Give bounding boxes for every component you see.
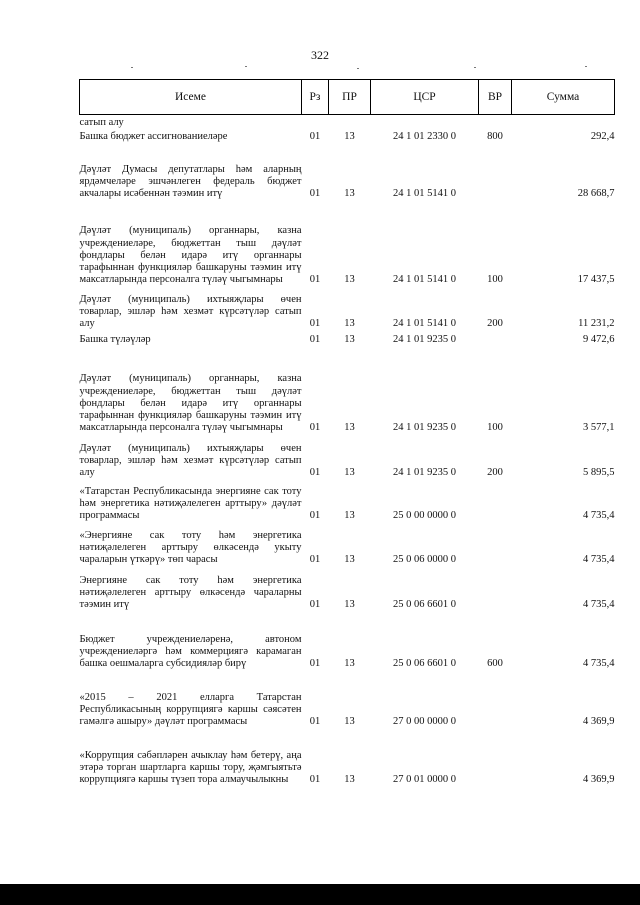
table-row xyxy=(80,523,615,567)
row-name: «Коррупция сәбәпләрен ачыклау һәм бетерү, аңа этәрә торган шартларга каршы тору, җәмгыятьтә коррупциягә каршы түзеп тора алмаучылыкны xyxy=(79,749,302,786)
row-vr xyxy=(479,567,512,612)
row-vr xyxy=(479,480,512,523)
row-sum: 9 472,6 xyxy=(583,334,615,346)
row-vr xyxy=(479,144,512,201)
scan-dot xyxy=(474,67,476,68)
header-csr: ЦСР xyxy=(371,80,479,115)
row-pr xyxy=(329,115,371,130)
table-header-row xyxy=(80,80,615,115)
row-name: Энергияне сак тоту һәм энергетика нәтиҗәлелеген арттыру өлкәсендә чараларны тәэмин итү xyxy=(79,574,302,611)
row-pr: 13 xyxy=(344,510,355,522)
row-csr: 27 0 00 0000 0 xyxy=(393,716,456,728)
row-pr: 13 xyxy=(344,422,355,434)
row-name: Дәүләт (муниципаль) органнары, казна учреждениеләре, бюджеттан тыш дәүләт фондлары белән идарә итү органнары тарафыннан функцияләр башкаруны тәэмин итү максатларында персоналга түләү чыгымнары xyxy=(79,373,302,434)
row-pr: 13 xyxy=(344,658,355,670)
row-pr: 13 xyxy=(344,188,355,200)
row-pr: 13 xyxy=(344,274,355,286)
row-rz: 01 xyxy=(309,188,321,200)
row-pr: 13 xyxy=(344,599,355,611)
row-sum: 292,4 xyxy=(590,131,615,143)
table-row xyxy=(80,331,615,347)
row-csr: 25 0 06 0000 0 xyxy=(393,554,456,566)
row-vr xyxy=(479,523,512,567)
row-csr: 24 1 01 2330 0 xyxy=(393,131,456,143)
budget-table xyxy=(79,79,615,787)
table-row xyxy=(80,201,615,287)
row-vr: 800 xyxy=(487,131,503,143)
row-pr: 13 xyxy=(344,467,355,479)
row-rz: 01 xyxy=(309,658,321,670)
row-vr xyxy=(479,331,512,347)
scan-dot xyxy=(357,68,359,69)
table-row xyxy=(80,671,615,729)
row-vr xyxy=(479,671,512,729)
row-csr: 24 1 01 5141 0 xyxy=(393,318,456,330)
row-vr xyxy=(479,115,512,130)
scan-dot xyxy=(585,66,587,67)
page-number: 322 xyxy=(311,48,329,62)
row-sum xyxy=(512,115,615,130)
row-sum: 17 437,5 xyxy=(577,274,615,286)
row-name: Бюджет учреждениеләренә, автоном учреждениеләргә һәм коммерциягә карамаган башка оешмаларга субсидияләр бирү xyxy=(79,633,302,670)
table-row xyxy=(80,130,615,144)
row-pr: 13 xyxy=(344,334,355,346)
row-name: Дәүләт (муниципаль) ихтыяҗлары өчен товарлар, эшләр һәм хезмәт күрсәтүләр сатып алу xyxy=(79,442,302,479)
scan-dot xyxy=(131,67,133,68)
row-csr: 25 0 06 6601 0 xyxy=(393,658,456,670)
row-csr: 24 1 01 5141 0 xyxy=(393,274,456,286)
row-name: Дәүләт (муниципаль) органнары, казна учреждениеләре, бюджеттан тыш дәүләт фондлары белән идарә итү органнары тарафыннан функцияләр башкаруны тәэмин итү максатларында персоналга түләү чыгымнары xyxy=(79,225,302,286)
row-rz: 01 xyxy=(309,274,321,286)
row-csr: 25 0 00 0000 0 xyxy=(393,510,456,522)
row-name: «Татарстан Республикасында энергияне сак тоту һәм энергетика нәтиҗәлелеген арттыру» дәүләт программасы xyxy=(79,485,302,522)
row-csr: 24 1 01 9235 0 xyxy=(393,334,456,346)
row-name: Башка бюджет ассигнованиеләре xyxy=(79,131,228,143)
row-rz: 01 xyxy=(309,422,321,434)
row-rz: 01 xyxy=(309,510,321,522)
table-row xyxy=(80,480,615,523)
table-row xyxy=(80,287,615,331)
header-pr: ПР xyxy=(329,80,371,115)
header-name: Исеме xyxy=(80,80,302,115)
row-name: Дәүләт Думасы депутатлары һәм аларның ярдәмчеләре эшчәнлеген федераль бюджет акчалары исәбеннән тәэмин итү xyxy=(79,163,302,200)
row-sum: 3 577,1 xyxy=(583,422,615,434)
row-rz: 01 xyxy=(309,318,321,330)
table-row xyxy=(80,729,615,787)
row-vr: 600 xyxy=(487,658,503,670)
row-rz: 01 xyxy=(309,554,321,566)
header-sum: Сумма xyxy=(512,80,615,115)
row-name: «2015 – 2021 елларга Татарстан Республикасының коррупциягә каршы сәясәтен гамәлгә ашыру» дәүләт программасы xyxy=(79,691,302,728)
row-pr: 13 xyxy=(344,131,355,143)
row-sum: 28 668,7 xyxy=(577,188,615,200)
row-sum: 4 369,9 xyxy=(583,716,615,728)
row-csr: 24 1 01 9235 0 xyxy=(393,467,456,479)
row-csr: 27 0 01 0000 0 xyxy=(393,774,456,786)
table-row xyxy=(80,347,615,435)
header-rz: Рз xyxy=(302,80,329,115)
row-vr: 100 xyxy=(487,274,503,286)
row-csr: 25 0 06 6601 0 xyxy=(393,599,456,611)
table-row xyxy=(80,612,615,671)
row-csr: 24 1 01 5141 0 xyxy=(393,188,456,200)
row-pr: 13 xyxy=(344,554,355,566)
row-sum: 5 895,5 xyxy=(583,467,615,479)
row-name: Башка түләүләр xyxy=(79,334,151,346)
row-sum: 11 231,2 xyxy=(578,318,615,330)
row-pr: 13 xyxy=(344,318,355,330)
row-rz: 01 xyxy=(309,131,321,143)
table-row xyxy=(80,115,615,130)
table-row xyxy=(80,435,615,480)
row-rz: 01 xyxy=(309,334,321,346)
scan-dot xyxy=(245,66,247,67)
header-vr: ВР xyxy=(479,80,512,115)
row-name: «Энергияне сак тоту һәм энергетика нәтиҗәлелеген арттыру өлкәсендә укыту чараларын үткәрү» төп чарасы xyxy=(79,529,302,566)
row-sum: 4 735,4 xyxy=(583,554,615,566)
row-vr: 200 xyxy=(487,318,503,330)
row-name: сатып алу xyxy=(79,117,124,129)
row-pr: 13 xyxy=(344,774,355,786)
row-pr: 13 xyxy=(344,716,355,728)
row-vr xyxy=(479,729,512,787)
row-vr: 200 xyxy=(487,467,503,479)
row-sum: 4 735,4 xyxy=(583,658,615,670)
row-rz: 01 xyxy=(309,716,321,728)
row-sum: 4 369,9 xyxy=(583,774,615,786)
scan-border-bottom xyxy=(0,884,640,905)
row-vr: 100 xyxy=(487,422,503,434)
row-csr: 24 1 01 9235 0 xyxy=(393,422,456,434)
row-name: Дәүләт (муниципаль) ихтыяҗлары өчен товарлар, эшләр һәм хезмәт күрсәтүләр сатып алу xyxy=(79,293,302,330)
row-csr xyxy=(371,115,479,130)
row-rz xyxy=(302,115,329,130)
row-sum: 4 735,4 xyxy=(583,599,615,611)
row-sum: 4 735,4 xyxy=(583,510,615,522)
row-rz: 01 xyxy=(309,599,321,611)
row-rz: 01 xyxy=(309,774,321,786)
table-row xyxy=(80,567,615,612)
row-rz: 01 xyxy=(309,467,321,479)
table-row xyxy=(80,144,615,201)
